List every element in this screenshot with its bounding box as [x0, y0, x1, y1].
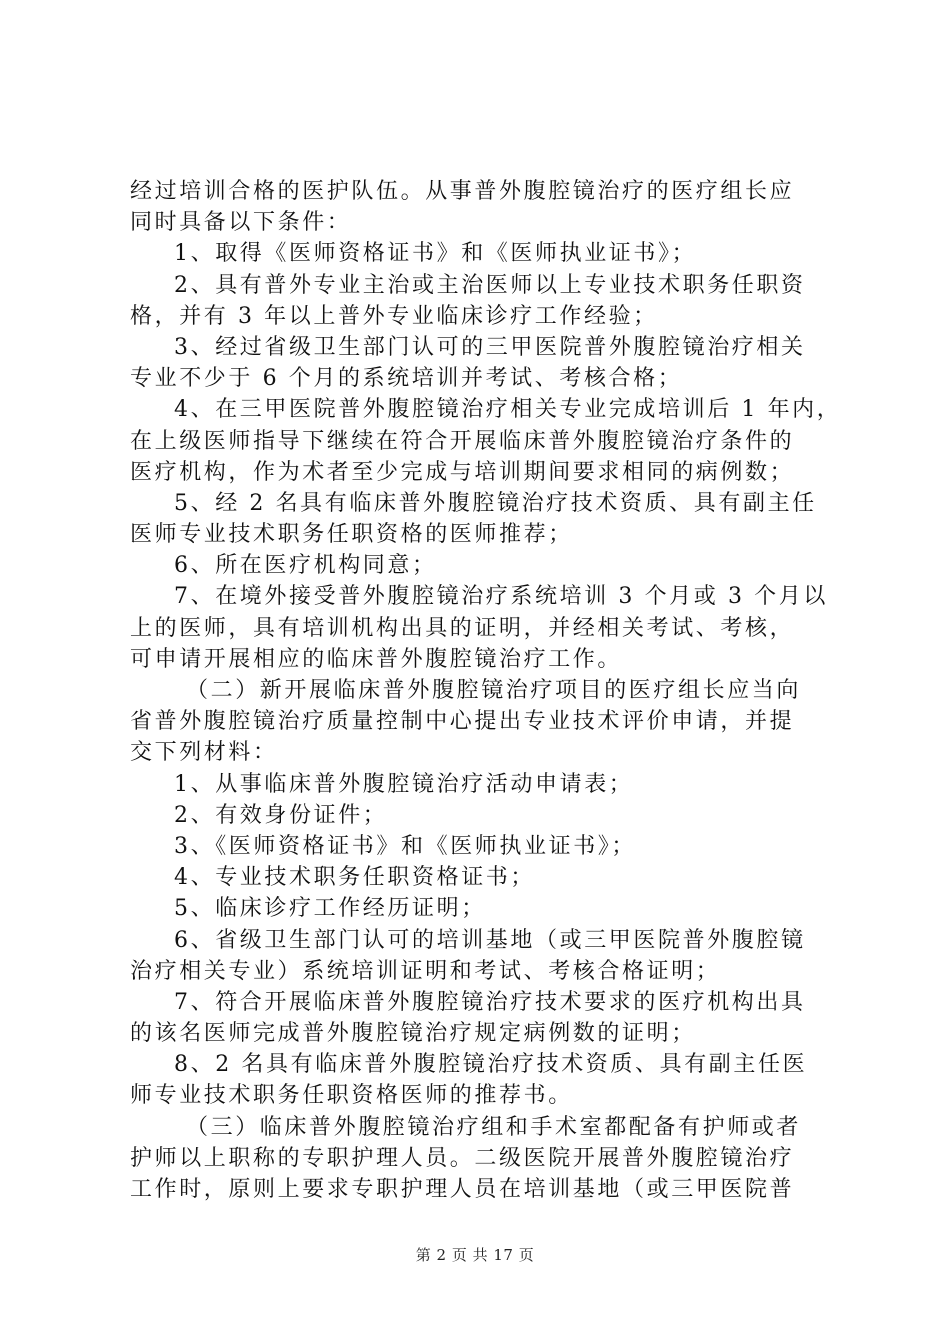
text-line: 5、经 2 名具有临床普外腹腔镜治疗技术资质、具有副主任	[174, 490, 817, 516]
text-line: 在上级医师指导下继续在符合开展临床普外腹腔镜治疗条件的	[130, 428, 795, 454]
text-line: 3、经过省级卫生部门认可的三甲医院普外腹腔镜治疗相关	[174, 334, 806, 360]
text-line: （二）新开展临床普外腹腔镜治疗项目的医疗组长应当向	[186, 678, 802, 703]
text-line: 专业不少于 6 个月的系统培训并考试、考核合格；	[130, 366, 683, 392]
text-line: 8、2 名具有临床普外腹腔镜治疗技术资质、具有副主任医	[174, 1052, 808, 1078]
document-body	[130, 176, 842, 1205]
text-line: （三）临床普外腹腔镜治疗组和手术室都配备有护师或者	[186, 1114, 802, 1140]
text-line: 1、取得《医师资格证书》和《医师执业证书》；	[174, 241, 697, 267]
text-line: 7、在境外接受普外腹腔镜治疗系统培训 3 个月或 3 个月以	[174, 584, 828, 610]
text-line: 6、所在医疗机构同意；	[174, 553, 437, 579]
text-line: 7、符合开展临床普外腹腔镜治疗技术要求的医疗机构出具	[174, 989, 806, 1015]
text-line: 1、从事临床普外腹腔镜治疗活动申请表；	[174, 771, 634, 797]
text-line: 格，并有 3 年以上普外专业临床诊疗工作经验；	[130, 303, 658, 329]
text-line: 医疗机构，作为术者至少完成与培训期间要求相同的病例数；	[130, 459, 795, 485]
text-line: 4、在三甲医院普外腹腔镜治疗相关专业完成培训后 1 年内，	[174, 397, 842, 423]
text-line: 的该名医师完成普外腹腔镜治疗规定病例数的证明；	[130, 1021, 696, 1047]
text-line: 治疗相关专业）系统培训证明和考试、考核合格证明；	[130, 958, 721, 984]
text-line: 6、省级卫生部门认可的培训基地（或三甲医院普外腹腔镜	[174, 927, 806, 953]
text-line: 交下列材料：	[130, 740, 278, 766]
text-line: 经过培训合格的医护队伍。从事普外腹腔镜治疗的医疗组长应	[130, 179, 795, 204]
text-line: 3、《医师资格证书》和《医师执业证书》；	[174, 833, 636, 859]
text-line: 省普外腹腔镜治疗质量控制中心提出专业技术评价申请，并提	[130, 709, 795, 735]
text-line: 医师专业技术职务任职资格的医师推荐；	[130, 522, 573, 548]
text-line: 护师以上职称的专职护理人员。二级医院开展普外腹腔镜治疗	[130, 1145, 795, 1171]
text-line: 2、有效身份证件；	[174, 802, 388, 828]
text-line: 工作时，原则上要求专职护理人员在培训基地（或三甲医院普	[130, 1177, 795, 1202]
text-line: 4、专业技术职务任职资格证书；	[174, 865, 535, 891]
text-line: 2、具有普外专业主治或主治医师以上专业技术职务任职资	[174, 272, 806, 298]
text-line: 上的医师，具有培训机构出具的证明，并经相关考试、考核，	[130, 615, 795, 641]
text-line: 可申请开展相应的临床普外腹腔镜治疗工作。	[130, 646, 623, 672]
text-line: 师专业技术职务任职资格医师的推荐书。	[130, 1083, 573, 1109]
text-line: 5、临床诊疗工作经历证明；	[174, 896, 486, 922]
page-number-footer: 第 2 页 共 17 页	[415, 1246, 535, 1264]
text-line: 同时具备以下条件：	[130, 210, 352, 236]
